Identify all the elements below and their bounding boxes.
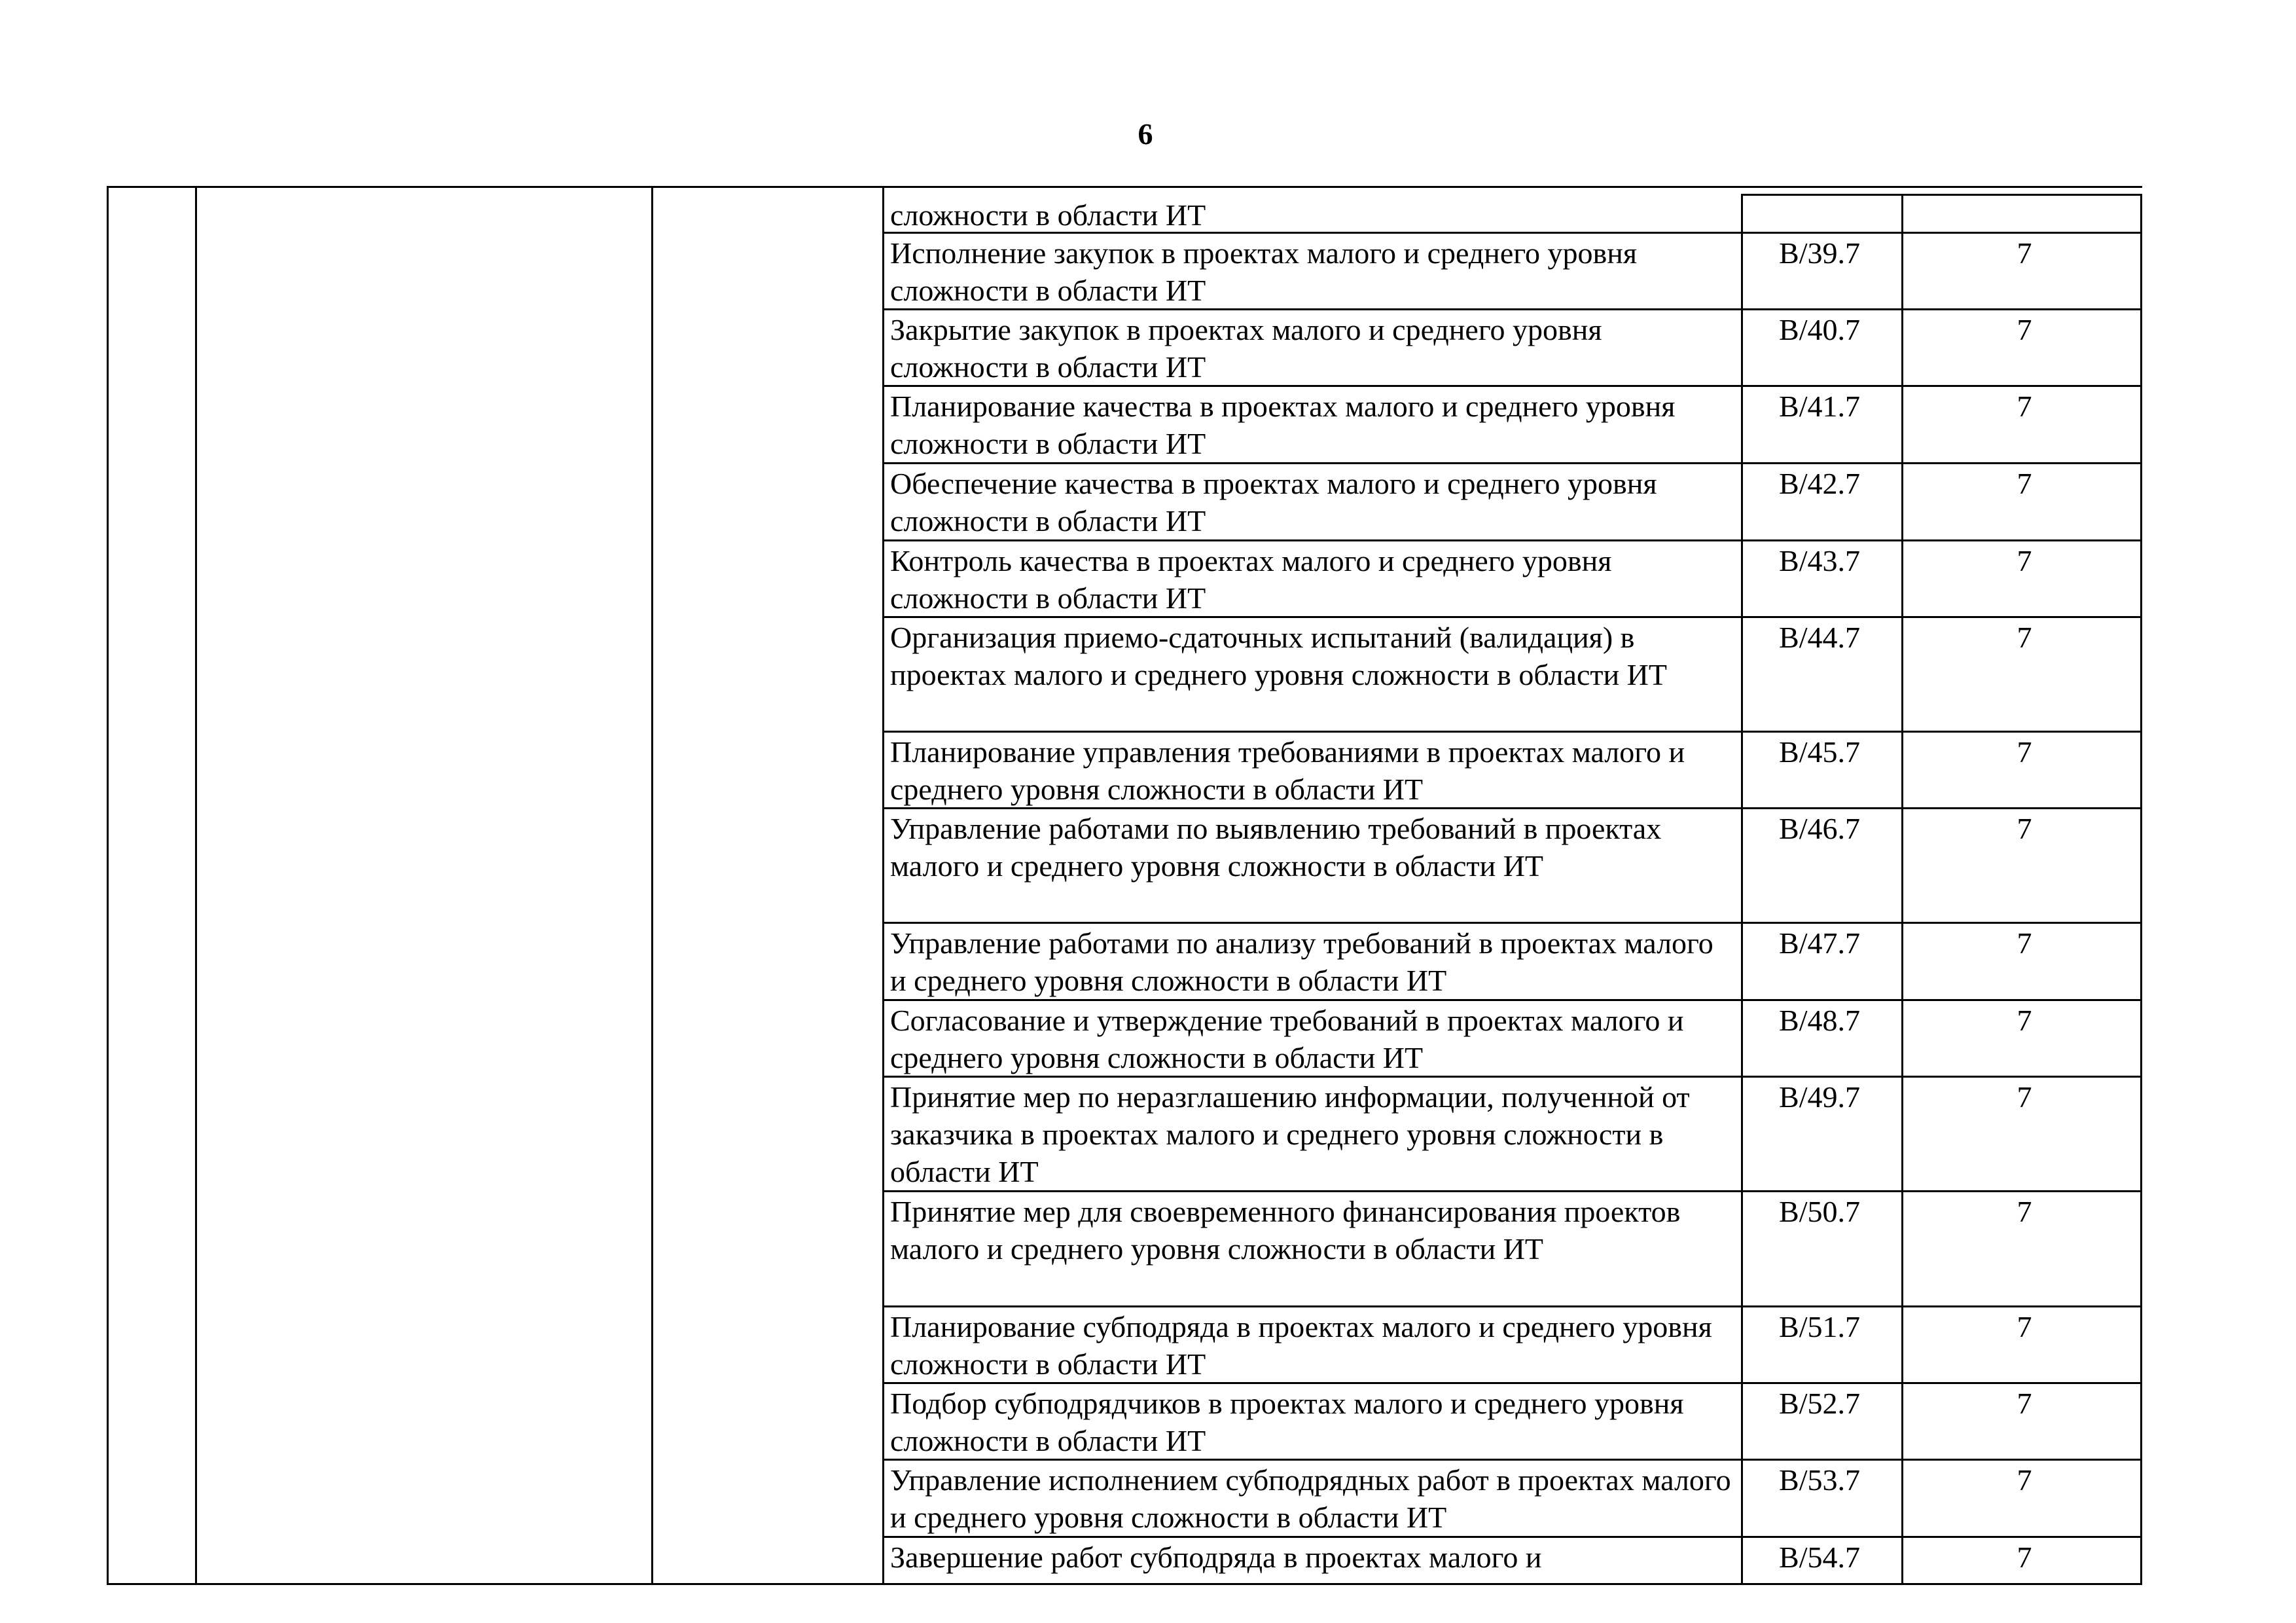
row-separator [882, 308, 2142, 310]
function-code: В/46.7 [1779, 812, 1860, 845]
qualification-level: 7 [2017, 1195, 2032, 1228]
qualification-level: 7 [2017, 812, 2032, 845]
function-code: В/40.7 [1779, 313, 1860, 346]
row-separator [882, 616, 2142, 618]
function-name: Планирование управления требованиями в проектах малого и среднего уровня сложности в области ИТ [890, 735, 1685, 806]
function-name: Принятие мер для своевременного финансирования проектов малого и среднего уровня сложности в области ИТ [890, 1195, 1681, 1266]
function-name: Управление работами по анализу требований в проектах малого и среднего уровня сложности в области ИТ [890, 926, 1713, 997]
qualification-level: 7 [2017, 1310, 2032, 1343]
row-separator [882, 999, 2142, 1001]
function-code: В/49.7 [1779, 1080, 1860, 1114]
table-left-border [107, 186, 109, 1585]
row-separator [882, 1382, 2142, 1384]
function-name: Подбор субподрядчиков в проектах малого и среднего уровня сложности в области ИТ [890, 1387, 1684, 1457]
row-separator [882, 539, 2142, 541]
row-separator [882, 731, 2142, 733]
function-name: Контроль качества в проектах малого и среднего уровня сложности в области ИТ [890, 544, 1612, 615]
function-name: сложности в области ИТ [890, 198, 1206, 232]
column-divider-3 [882, 186, 884, 1585]
row-separator [882, 385, 2142, 387]
qualification-level: 7 [2017, 735, 2032, 769]
function-code: В/42.7 [1779, 467, 1860, 500]
qualification-level: 7 [2017, 1541, 2032, 1574]
qualification-level: 7 [2017, 621, 2032, 654]
function-code: В/39.7 [1779, 236, 1860, 270]
function-name: Планирование качества в проектах малого и среднего уровня сложности в области ИТ [890, 390, 1676, 460]
row-separator [882, 1536, 2142, 1538]
function-name: Согласование и утверждение требований в проектах малого и среднего уровня сложности в области ИТ [890, 1004, 1684, 1074]
row-separator [882, 1190, 2142, 1192]
qualification-level: 7 [2017, 1463, 2032, 1497]
qualification-level: 7 [2017, 236, 2032, 270]
row-separator [1741, 194, 2142, 196]
row-separator [882, 232, 2142, 234]
function-code: В/44.7 [1779, 621, 1860, 654]
function-name: Планирование субподряда в проектах малого и среднего уровня сложности в области ИТ [890, 1310, 1712, 1381]
row-separator [882, 922, 2142, 924]
function-code: В/41.7 [1779, 390, 1860, 423]
function-name: Обеспечение качества в проектах малого и среднего уровня сложности в области ИТ [890, 467, 1657, 538]
function-code: В/50.7 [1779, 1195, 1860, 1228]
page-number: 6 [1138, 117, 1153, 151]
function-name: Исполнение закупок в проектах малого и среднего уровня сложности в области ИТ [890, 236, 1637, 307]
qualification-level: 7 [2017, 390, 2032, 423]
qualification-level: 7 [2017, 1387, 2032, 1420]
function-code: В/52.7 [1779, 1387, 1860, 1420]
function-code: В/45.7 [1779, 735, 1860, 769]
row-separator [882, 1305, 2142, 1307]
qualification-level: 7 [2017, 313, 2032, 346]
function-name: Управление работами по выявлению требований в проектах малого и среднего уровня сложности в области ИТ [890, 812, 1662, 883]
function-name: Управление исполнением субподрядных работ в проектах малого и среднего уровня сложности в области ИТ [890, 1463, 1731, 1534]
qualification-level: 7 [2017, 926, 2032, 960]
row-separator [882, 1076, 2142, 1078]
table-top-border [107, 186, 2142, 188]
table-bottom-border [107, 1583, 2142, 1585]
function-code: В/48.7 [1779, 1004, 1860, 1037]
function-code: В/54.7 [1779, 1541, 1860, 1574]
row-separator [882, 807, 2142, 809]
qualification-level: 7 [2017, 544, 2032, 577]
function-code: В/43.7 [1779, 544, 1860, 577]
column-divider-1 [195, 186, 197, 1585]
function-name: Принятие мер по неразглашению информации, полученной от заказчика в проектах малого и среднего уровня сложности в области ИТ [890, 1080, 1690, 1188]
function-code: В/53.7 [1779, 1463, 1860, 1497]
qualification-level: 7 [2017, 1080, 2032, 1114]
row-separator [882, 1459, 2142, 1461]
function-name: Закрытие закупок в проектах малого и среднего уровня сложности в области ИТ [890, 313, 1602, 384]
row-separator [882, 462, 2142, 464]
function-name: Завершение работ субподряда в проектах малого и [890, 1541, 1542, 1574]
column-divider-2 [651, 186, 653, 1585]
qualification-level: 7 [2017, 1004, 2032, 1037]
function-code: В/47.7 [1779, 926, 1860, 960]
function-name: Организация приемо-сдаточных испытаний (валидация) в проектах малого и среднего уровня сложности в области ИТ [890, 621, 1667, 691]
qualification-level: 7 [2017, 467, 2032, 500]
function-code: В/51.7 [1779, 1310, 1860, 1343]
